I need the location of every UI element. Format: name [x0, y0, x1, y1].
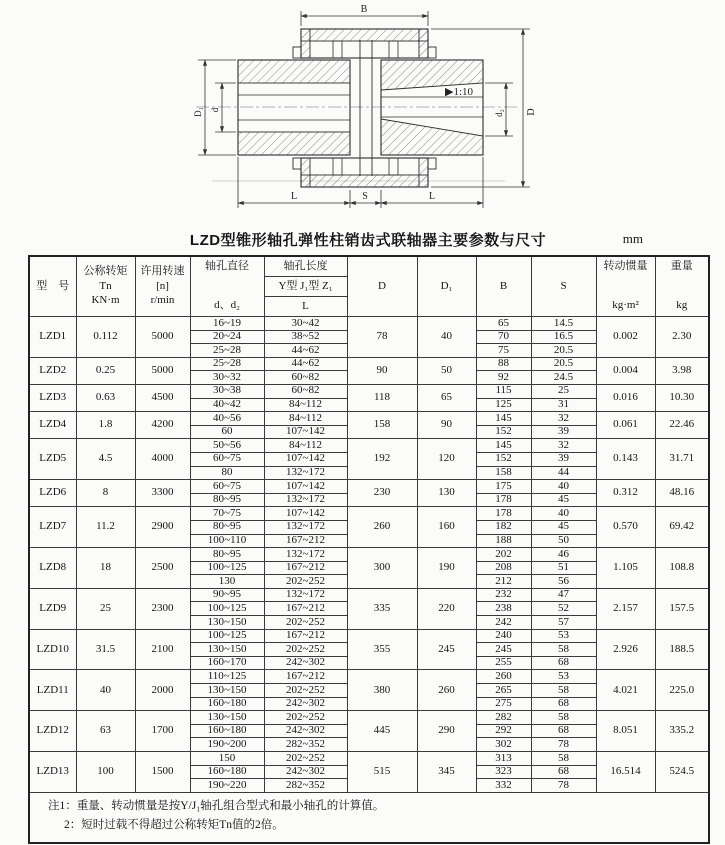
cell-bore-length: 242~302: [264, 697, 347, 711]
cell-weight: 335.2: [655, 711, 709, 752]
cell-D: 158: [347, 412, 417, 439]
cell-model: LZD9: [29, 588, 76, 629]
cell-model: LZD1: [29, 317, 76, 358]
cell-model: LZD4: [29, 412, 76, 439]
cell-S: 14.5: [531, 317, 596, 331]
cell-D: 515: [347, 752, 417, 793]
cell-D1: 130: [417, 480, 476, 507]
header-inertia-line: 转动惯量: [603, 260, 648, 272]
cell-speed: 4200: [135, 412, 190, 439]
cell-B: 212: [476, 575, 531, 589]
cell-model: LZD8: [29, 548, 76, 589]
cell-bore-length: 84~112: [264, 398, 347, 412]
cell-D1: 220: [417, 588, 476, 629]
cell-B: 242: [476, 616, 531, 630]
cell-B: 178: [476, 493, 531, 507]
cell-bore-diameter: 130~150: [190, 616, 264, 630]
cell-S: 20.5: [531, 344, 596, 358]
cell-bore-diameter: 100~125: [190, 602, 264, 616]
cell-bore-length: 167~212: [264, 534, 347, 548]
cell-bore-length: 107~142: [264, 425, 347, 439]
cell-B: 152: [476, 425, 531, 439]
cell-S: 44: [531, 466, 596, 480]
cell-B: 240: [476, 629, 531, 643]
cell-S: 45: [531, 493, 596, 507]
cell-speed: 1500: [135, 752, 190, 793]
cell-inertia: 2.157: [596, 588, 655, 629]
cell-torque: 8: [76, 480, 135, 507]
cell-torque: 11.2: [76, 507, 135, 548]
cell-bore-diameter: 60: [190, 425, 264, 439]
cell-bore-diameter: 70~75: [190, 507, 264, 521]
cell-torque: 0.112: [76, 317, 135, 358]
cell-S: 46: [531, 548, 596, 562]
cell-bore-diameter: 50~56: [190, 439, 264, 453]
cell-B: 208: [476, 561, 531, 575]
table-row: [29, 752, 709, 766]
cell-bore-diameter: 40~56: [190, 412, 264, 426]
cell-weight: 225.0: [655, 670, 709, 711]
cell-bore-diameter: 25~28: [190, 357, 264, 371]
cell-B: 255: [476, 656, 531, 670]
cell-B: 75: [476, 344, 531, 358]
cell-B: 275: [476, 697, 531, 711]
cell-B: 70: [476, 330, 531, 344]
header-torque-line: Tn: [99, 279, 112, 292]
cell-B: 92: [476, 371, 531, 385]
cell-bore-diameter: 40~42: [190, 398, 264, 412]
header-torque-line: KN·m: [91, 294, 120, 307]
cell-bore-diameter: 25~28: [190, 344, 264, 358]
cell-bore-diameter: 60~75: [190, 452, 264, 466]
cell-bore-diameter: 100~110: [190, 534, 264, 548]
cell-inertia: 0.061: [596, 412, 655, 439]
cell-inertia: 1.105: [596, 548, 655, 589]
cell-bore-diameter: 16~19: [190, 317, 264, 331]
dim-label-L-left: L: [290, 191, 298, 202]
cell-speed: 1700: [135, 711, 190, 752]
cell-B: 238: [476, 602, 531, 616]
cell-weight: 10.30: [655, 384, 709, 411]
cell-torque: 31.5: [76, 629, 135, 670]
cell-D1: 65: [417, 384, 476, 411]
cell-D: 230: [347, 480, 417, 507]
cell-inertia: 0.570: [596, 507, 655, 548]
cell-bore-diameter: 30~32: [190, 371, 264, 385]
cell-B: 265: [476, 684, 531, 698]
cell-bore-diameter: 30~38: [190, 384, 264, 398]
header-speed-line: 许用转速: [140, 265, 185, 278]
cell-bore-diameter: 80~95: [190, 520, 264, 534]
cell-model: LZD13: [29, 752, 76, 793]
header-bore-diameter-line: d、d₂: [214, 299, 240, 312]
cell-bore-diameter: 160~170: [190, 656, 264, 670]
cell-weight: 188.5: [655, 629, 709, 670]
cell-bore-diameter: 130: [190, 575, 264, 589]
cell-D1: 260: [417, 670, 476, 711]
unit-label: mm: [622, 231, 643, 246]
cell-B: 313: [476, 752, 531, 766]
header-bore-length: [264, 256, 347, 317]
cell-bore-length: 202~252: [264, 575, 347, 589]
cell-S: 78: [531, 779, 596, 793]
header-inertia: [596, 256, 655, 317]
header-D1: D₁: [417, 256, 476, 317]
cell-bore-diameter: 80: [190, 466, 264, 480]
cell-D1: 345: [417, 752, 476, 793]
table-row: [29, 439, 709, 453]
cell-inertia: 0.143: [596, 439, 655, 480]
cell-S: 56: [531, 575, 596, 589]
cell-model: LZD11: [29, 670, 76, 711]
header-row: [29, 256, 709, 317]
cell-bore-length: 44~62: [264, 357, 347, 371]
cell-torque: 25: [76, 588, 135, 629]
cell-torque: 100: [76, 752, 135, 793]
dim-label-S: S: [362, 191, 368, 202]
cell-bore-diameter: 160~180: [190, 697, 264, 711]
dim-label-D: D: [526, 108, 537, 116]
cell-inertia: 0.016: [596, 384, 655, 411]
cell-S: 32: [531, 439, 596, 453]
table-row: [29, 412, 709, 426]
cell-S: 53: [531, 670, 596, 684]
cell-B: 202: [476, 548, 531, 562]
cell-B: 158: [476, 466, 531, 480]
coupling-diagram: [0, 0, 725, 218]
cell-weight: 69.42: [655, 507, 709, 548]
cell-model: LZD12: [29, 711, 76, 752]
cell-torque: 4.5: [76, 439, 135, 480]
cell-S: 68: [531, 656, 596, 670]
cell-S: 68: [531, 697, 596, 711]
table-row: [29, 384, 709, 398]
cell-bore-diameter: 160~180: [190, 724, 264, 738]
cell-S: 68: [531, 765, 596, 779]
header-speed-line: r/min: [150, 294, 175, 307]
cell-S: 51: [531, 561, 596, 575]
cell-model: LZD10: [29, 629, 76, 670]
notes-cell: [29, 792, 709, 843]
dim-label-B: B: [360, 4, 368, 15]
cell-B: 188: [476, 534, 531, 548]
cell-bore-length: 107~142: [264, 507, 347, 521]
cell-weight: 48.16: [655, 480, 709, 507]
cell-bore-length: 132~172: [264, 520, 347, 534]
cell-bore-length: 242~302: [264, 765, 347, 779]
cell-bore-length: 242~302: [264, 724, 347, 738]
cell-bore-diameter: 190~220: [190, 779, 264, 793]
cell-speed: 4000: [135, 439, 190, 480]
header-bore-length-title: 轴孔长度: [265, 257, 347, 277]
cell-S: 58: [531, 684, 596, 698]
cell-bore-diameter: 150: [190, 752, 264, 766]
cell-bore-length: 38~52: [264, 330, 347, 344]
table-row: [29, 480, 709, 494]
cell-weight: 3.98: [655, 357, 709, 384]
cell-D1: 190: [417, 548, 476, 589]
cell-D: 78: [347, 317, 417, 358]
cell-inertia: 8.051: [596, 711, 655, 752]
header-torque-line: 公称转矩: [83, 265, 128, 278]
cell-torque: 18: [76, 548, 135, 589]
cell-model: LZD6: [29, 480, 76, 507]
cell-inertia: 4.021: [596, 670, 655, 711]
cell-bore-diameter: 130~150: [190, 711, 264, 725]
cell-bore-length: 60~82: [264, 371, 347, 385]
cell-D1: 90: [417, 412, 476, 439]
cell-S: 39: [531, 452, 596, 466]
cell-torque: 0.63: [76, 384, 135, 411]
table-row: [29, 357, 709, 371]
cell-bore-length: 282~352: [264, 738, 347, 752]
cell-S: 45: [531, 520, 596, 534]
cell-speed: 3300: [135, 480, 190, 507]
cell-D1: 120: [417, 439, 476, 480]
header-weight: [655, 256, 709, 317]
cell-weight: 31.71: [655, 439, 709, 480]
cell-bore-diameter: 100~125: [190, 561, 264, 575]
cell-B: 175: [476, 480, 531, 494]
cell-B: 260: [476, 670, 531, 684]
cell-S: 78: [531, 738, 596, 752]
cell-torque: 63: [76, 711, 135, 752]
cell-B: 332: [476, 779, 531, 793]
cell-bore-diameter: 60~75: [190, 480, 264, 494]
cell-speed: 2100: [135, 629, 190, 670]
cell-B: 182: [476, 520, 531, 534]
table-row: [29, 548, 709, 562]
cell-S: 16.5: [531, 330, 596, 344]
header-bore-diameter-line: 轴孔直径: [205, 260, 249, 272]
cell-bore-length: 84~112: [264, 439, 347, 453]
cell-torque: 1.8: [76, 412, 135, 439]
cell-B: 323: [476, 765, 531, 779]
table-body: [29, 317, 709, 793]
header-inertia-line: kg·m²: [612, 299, 639, 312]
cell-bore-length: 202~252: [264, 616, 347, 630]
cell-speed: 4500: [135, 384, 190, 411]
cell-S: 58: [531, 711, 596, 725]
cell-bore-length: 132~172: [264, 588, 347, 602]
table-row: [29, 670, 709, 684]
cell-B: 302: [476, 738, 531, 752]
cell-B: 178: [476, 507, 531, 521]
cell-bore-diameter: 80~95: [190, 493, 264, 507]
header-bore-length-types: Y型 J₁型 Z₁: [265, 277, 347, 297]
cell-B: 125: [476, 398, 531, 412]
note-line-2: 2：短时过载不得超过公称转矩Tn值的2倍。: [64, 819, 284, 832]
cell-inertia: 16.514: [596, 752, 655, 793]
header-model: 型 号: [29, 256, 76, 317]
cell-D: 445: [347, 711, 417, 752]
cell-S: 50: [531, 534, 596, 548]
cell-bore-length: 282~352: [264, 779, 347, 793]
cell-bore-length: 132~172: [264, 493, 347, 507]
cell-B: 282: [476, 711, 531, 725]
cell-inertia: 0.004: [596, 357, 655, 384]
cell-bore-diameter: 110~125: [190, 670, 264, 684]
table-row: [29, 317, 709, 331]
cell-bore-length: 167~212: [264, 629, 347, 643]
cell-bore-length: 107~142: [264, 480, 347, 494]
cell-model: LZD7: [29, 507, 76, 548]
cell-D1: 160: [417, 507, 476, 548]
cell-bore-diameter: 100~125: [190, 629, 264, 643]
cell-B: 145: [476, 412, 531, 426]
cell-D: 335: [347, 588, 417, 629]
header-torque: [76, 256, 135, 317]
cell-D1: 50: [417, 357, 476, 384]
cell-S: 52: [531, 602, 596, 616]
parameters-table: [28, 255, 710, 844]
cell-D: 192: [347, 439, 417, 480]
cell-speed: 5000: [135, 317, 190, 358]
header-bore-diameter: [190, 256, 264, 317]
cell-bore-length: 60~82: [264, 384, 347, 398]
cell-bore-length: 84~112: [264, 412, 347, 426]
note-line-1: 注1：重量、转动惯量是按Y/J₁轴孔组合型式和最小轴孔的计算值。: [48, 799, 385, 812]
cell-S: 68: [531, 724, 596, 738]
cell-bore-diameter: 20~24: [190, 330, 264, 344]
cell-bore-length: 44~62: [264, 344, 347, 358]
cell-weight: 2.30: [655, 317, 709, 358]
cell-bore-diameter: 160~180: [190, 765, 264, 779]
cell-weight: 157.5: [655, 588, 709, 629]
cell-bore-diameter: 190~200: [190, 738, 264, 752]
cell-D: 300: [347, 548, 417, 589]
header-B: B: [476, 256, 531, 317]
cell-D: 355: [347, 629, 417, 670]
cell-D1: 290: [417, 711, 476, 752]
taper-annotation: ▶1:10: [444, 86, 474, 98]
header-weight-line: kg: [676, 299, 688, 312]
cell-bore-length: 202~252: [264, 684, 347, 698]
cell-S: 20.5: [531, 357, 596, 371]
cell-bore-diameter: 80~95: [190, 548, 264, 562]
cell-B: 245: [476, 643, 531, 657]
header-speed: [135, 256, 190, 317]
cell-B: 292: [476, 724, 531, 738]
cell-model: LZD2: [29, 357, 76, 384]
cell-S: 40: [531, 507, 596, 521]
cell-D: 90: [347, 357, 417, 384]
cell-speed: 5000: [135, 357, 190, 384]
cell-weight: 108.8: [655, 548, 709, 589]
cell-S: 58: [531, 643, 596, 657]
cell-B: 152: [476, 452, 531, 466]
cell-speed: 2900: [135, 507, 190, 548]
header-S: S: [531, 256, 596, 317]
cell-bore-diameter: 130~150: [190, 643, 264, 657]
table-caption: [28, 229, 708, 250]
cell-S: 39: [531, 425, 596, 439]
cell-S: 57: [531, 616, 596, 630]
cell-B: 232: [476, 588, 531, 602]
cell-B: 115: [476, 384, 531, 398]
cell-D: 380: [347, 670, 417, 711]
table-row: [29, 711, 709, 725]
cell-bore-length: 202~252: [264, 752, 347, 766]
cell-inertia: 0.312: [596, 480, 655, 507]
cell-torque: 40: [76, 670, 135, 711]
cell-D: 118: [347, 384, 417, 411]
cell-bore-length: 107~142: [264, 452, 347, 466]
cell-D1: 245: [417, 629, 476, 670]
cell-S: 24.5: [531, 371, 596, 385]
cell-speed: 2000: [135, 670, 190, 711]
cell-B: 88: [476, 357, 531, 371]
cell-speed: 2300: [135, 588, 190, 629]
cell-bore-length: 132~172: [264, 548, 347, 562]
header-bore-length-L: L: [302, 299, 309, 312]
cell-model: LZD5: [29, 439, 76, 480]
cell-weight: 22.46: [655, 412, 709, 439]
cell-bore-length: 30~42: [264, 317, 347, 331]
cell-B: 65: [476, 317, 531, 331]
cell-bore-length: 167~212: [264, 602, 347, 616]
dim-label-L-right: L: [428, 191, 436, 202]
notes-row: [29, 792, 709, 843]
cell-bore-diameter: 90~95: [190, 588, 264, 602]
dim-label-d2: d₂: [494, 109, 504, 117]
cell-weight: 524.5: [655, 752, 709, 793]
dim-label-D1: D₁: [193, 107, 203, 117]
cell-inertia: 0.002: [596, 317, 655, 358]
cell-bore-length: 202~252: [264, 711, 347, 725]
cell-bore-length: 132~172: [264, 466, 347, 480]
cell-inertia: 2.926: [596, 629, 655, 670]
cell-bore-length: 242~302: [264, 656, 347, 670]
header-D: D: [347, 256, 417, 317]
page-title: LZD型锥形轴孔弹性柱销齿式联轴器主要参数与尺寸: [189, 232, 547, 249]
cell-bore-length: 167~212: [264, 561, 347, 575]
cell-torque: 0.25: [76, 357, 135, 384]
cell-S: 40: [531, 480, 596, 494]
header-weight-line: 重量: [670, 260, 693, 272]
cell-D1: 40: [417, 317, 476, 358]
cell-D: 260: [347, 507, 417, 548]
table-row: [29, 629, 709, 643]
cell-S: 31: [531, 398, 596, 412]
cell-S: 47: [531, 588, 596, 602]
cell-S: 32: [531, 412, 596, 426]
cell-bore-length: 167~212: [264, 670, 347, 684]
cell-bore-diameter: 130~150: [190, 684, 264, 698]
cell-S: 53: [531, 629, 596, 643]
cell-model: LZD3: [29, 384, 76, 411]
cell-S: 25: [531, 384, 596, 398]
table-row: [29, 588, 709, 602]
table-row: [29, 507, 709, 521]
cell-speed: 2500: [135, 548, 190, 589]
cell-bore-length: 202~252: [264, 643, 347, 657]
dim-label-d: d: [210, 107, 220, 113]
cell-B: 145: [476, 439, 531, 453]
header-speed-line: [n]: [156, 279, 169, 292]
cell-S: 58: [531, 752, 596, 766]
